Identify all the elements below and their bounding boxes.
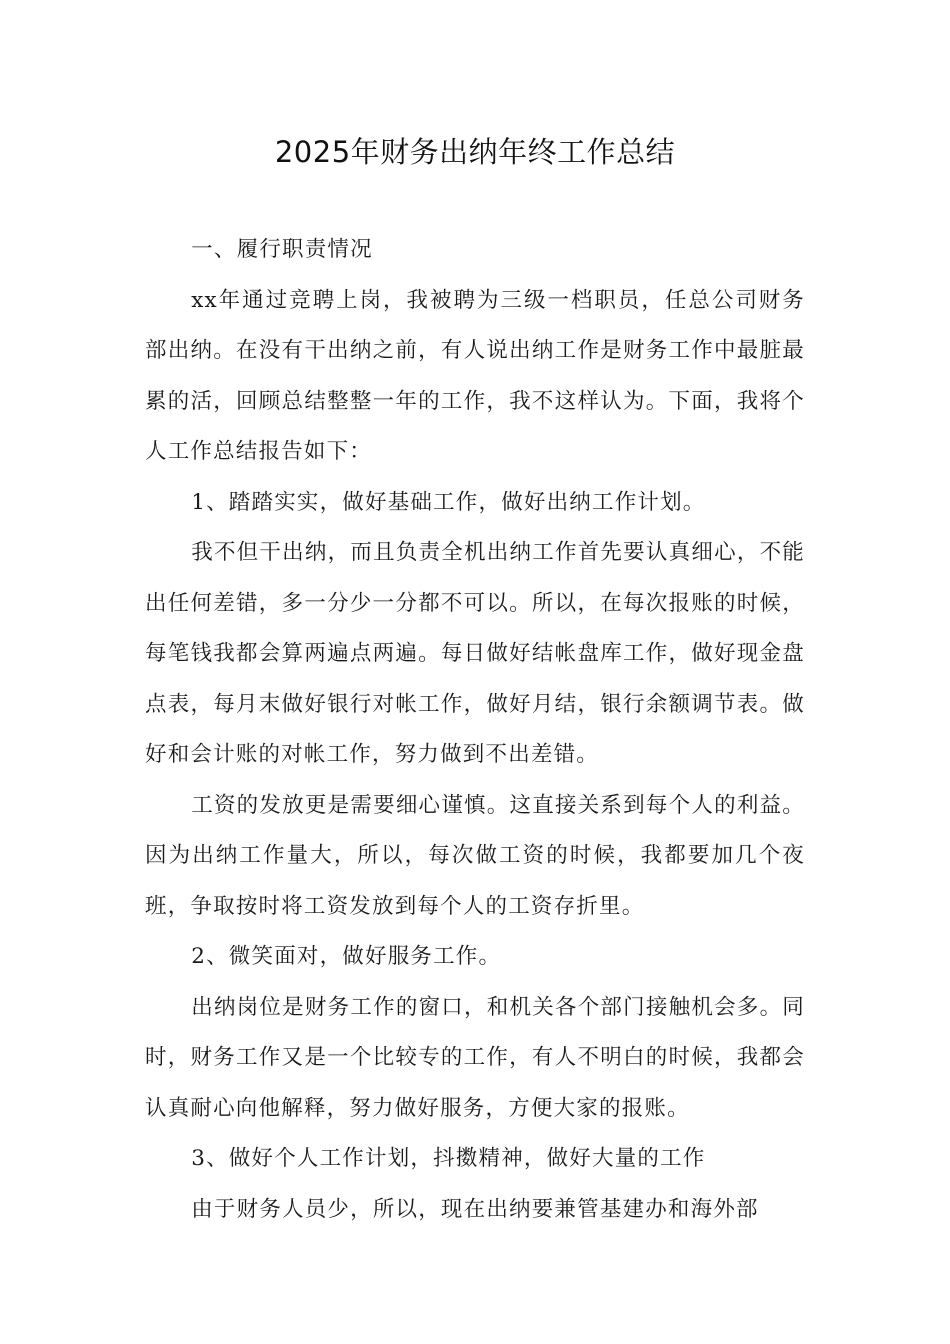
paragraph: 由于财务人员少，所以，现在出纳要兼管基建办和海外部 (191, 1196, 759, 1222)
section-heading: 一、履行职责情况 (191, 237, 373, 262)
subsection-heading: 3、做好个人工作计划，抖擞精神，做好大量的工作 (191, 1146, 706, 1171)
subsection-heading: 2、微笑面对，做好服务工作。 (191, 944, 502, 969)
document-body (145, 225, 805, 1235)
paragraph: xx年通过竞聘上岗，我被聘为三级一档职员，任总公司财务部出纳。在没有干出纳之前，有人说出纳工作是财务工作中最脏最累的活，回顾总结整整一年的工作，我不这样认为。下面，我将个人工作总结报告如下： (145, 287, 805, 464)
paragraph: 出纳岗位是财务工作的窗口，和机关各个部门接触机会多。同时，财务工作又是一个比较专的工作，有人不明白的时候，我都会认真耐心向他解释，努力做好服务，方便大家的报账。 (145, 994, 805, 1121)
paragraph: 工资的发放更是需要细心谨慎。这直接关系到每个人的利益。因为出纳工作量大，所以，每次做工资的时候，我都要加几个夜班，争取按时将工资发放到每个人的工资存折里。 (145, 792, 805, 919)
document-title: 2025年财务出纳年终工作总结 (274, 135, 676, 169)
paragraph: 我不但干出纳，而且负责全机出纳工作首先要认真细心，不能出任何差错，多一分少一分都不可以。所以，在每次报账的时候，每笔钱我都会算两遍点两遍。每日做好结帐盘库工作，做好现金盘点表，每月末做好银行对帐工作，做好月结，银行余额调节表。做好和会计账的对帐工作，努力做到不出差错。 (145, 540, 805, 767)
subsection-heading: 1、踏踏实实，做好基础工作，做好出纳工作计划。 (191, 489, 706, 515)
